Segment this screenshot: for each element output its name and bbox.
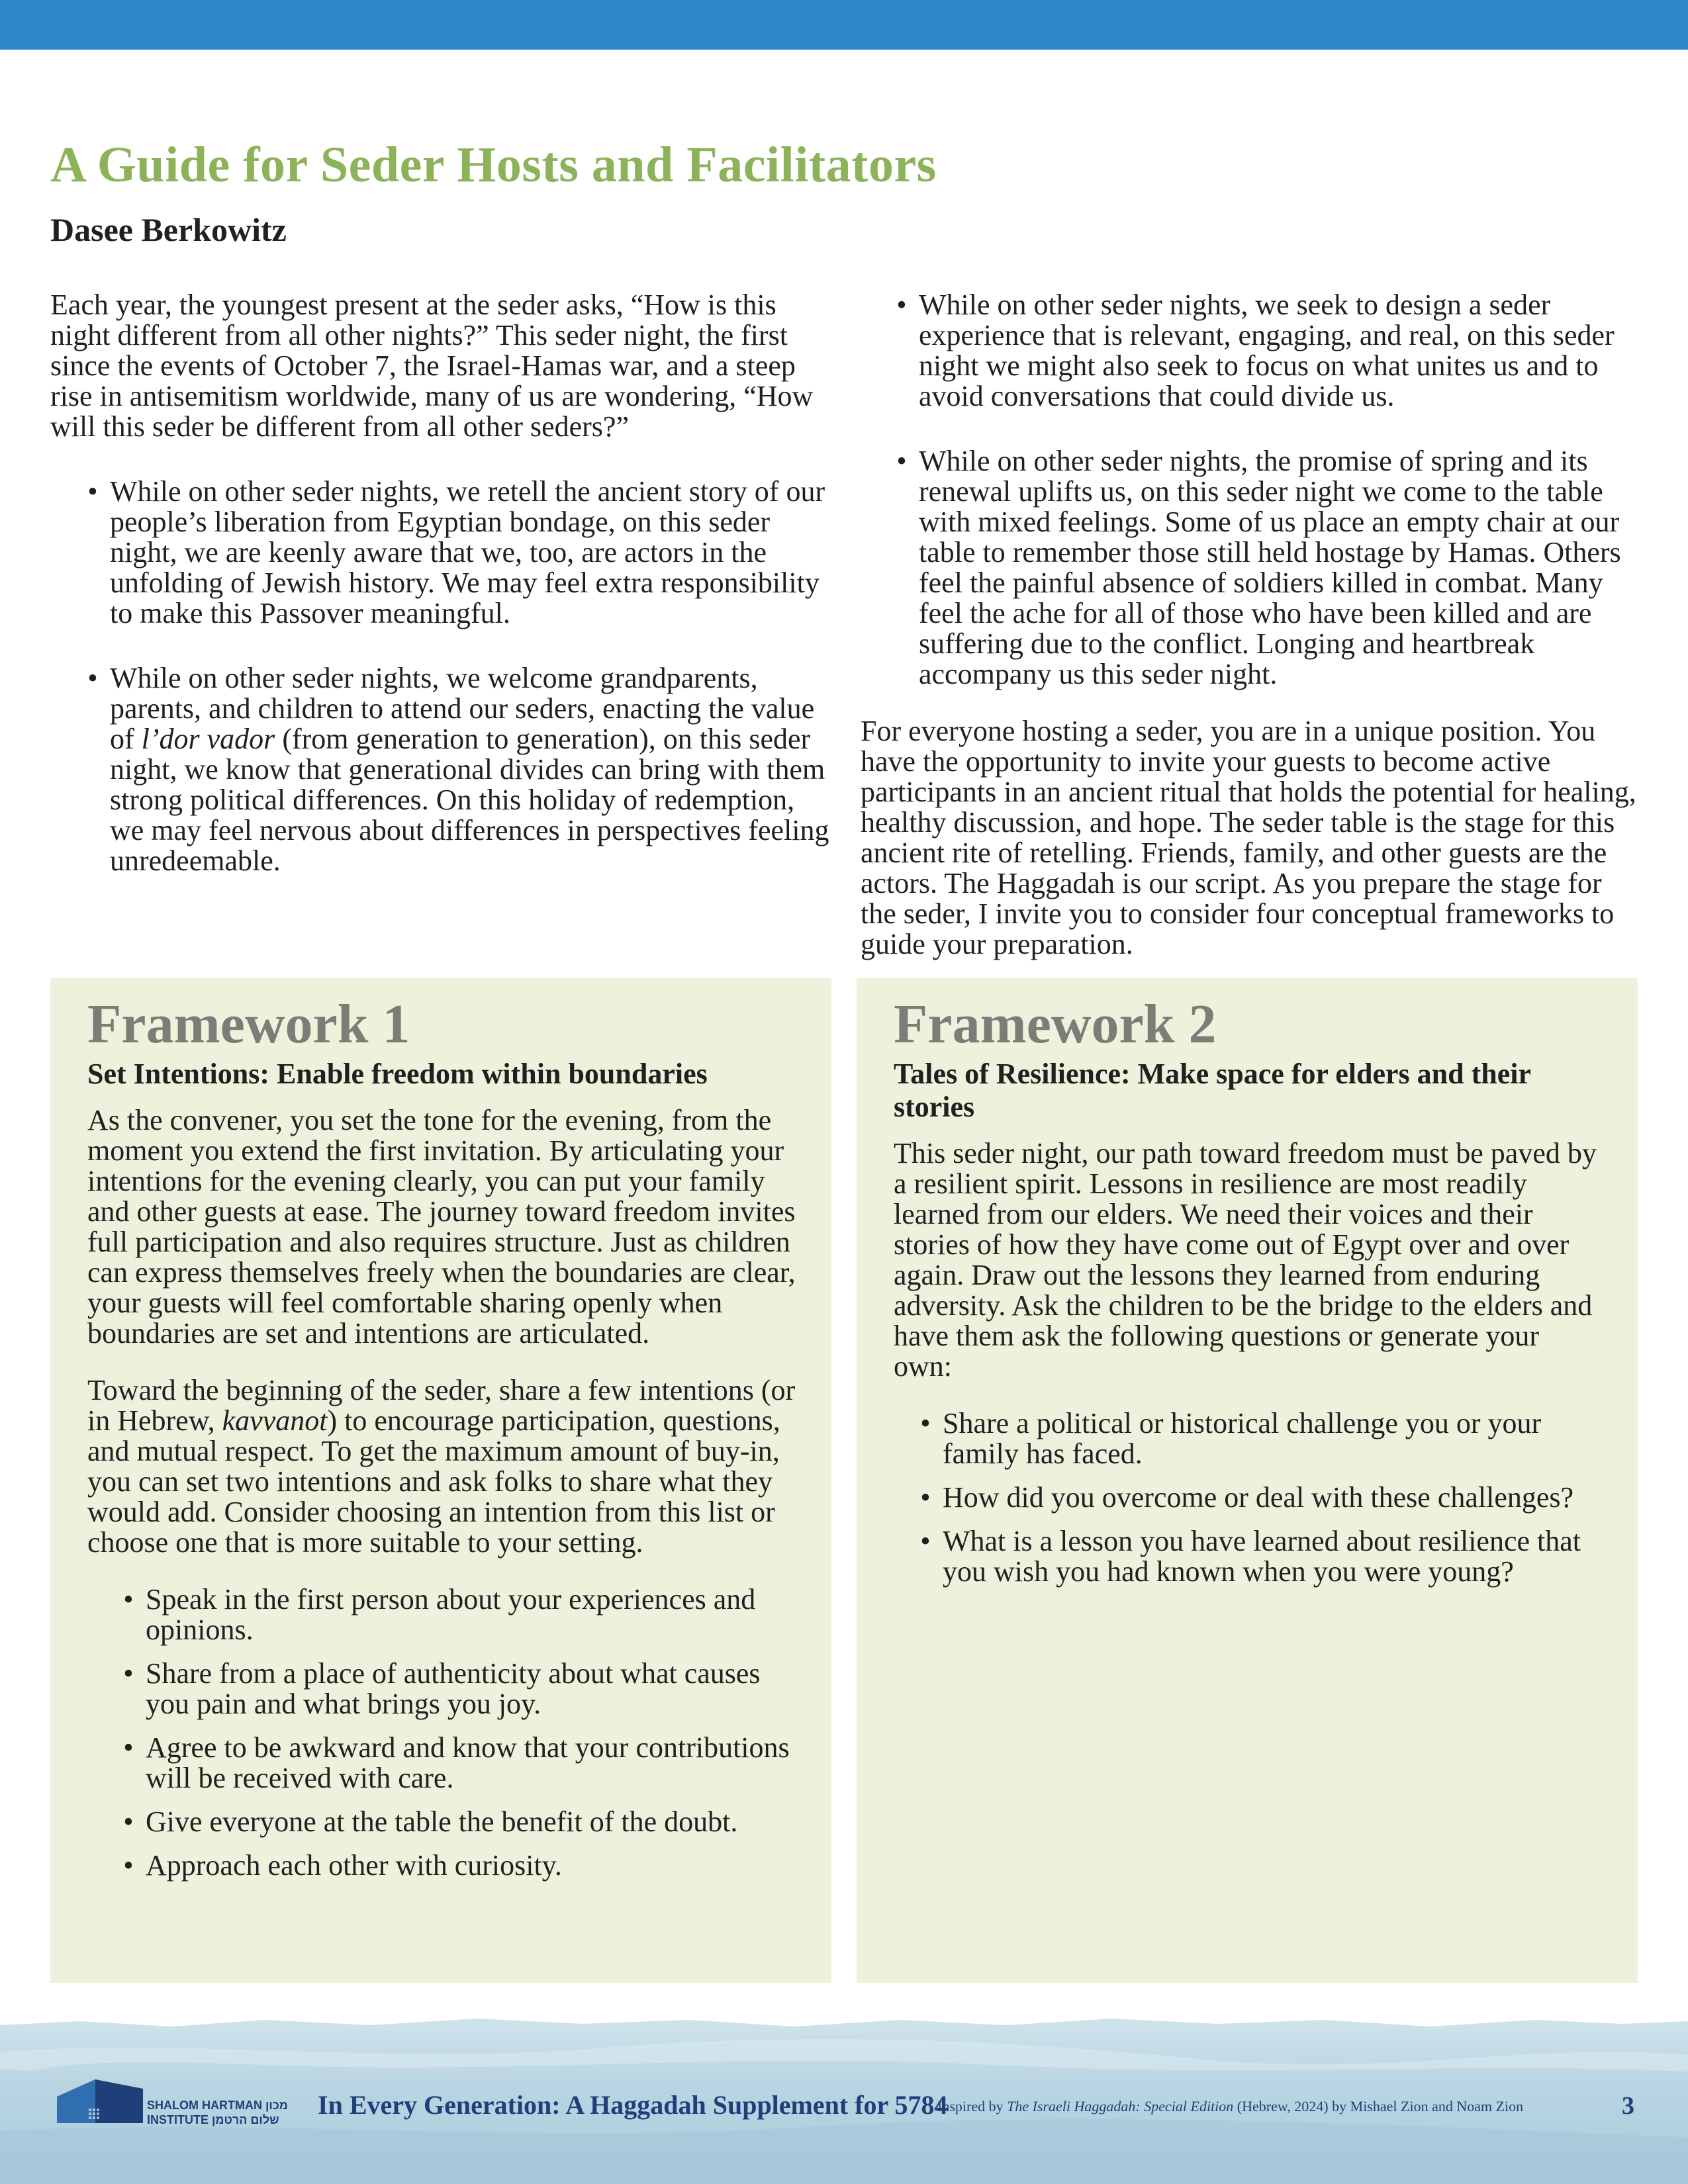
shalom-hartman-logo	[57, 2079, 143, 2126]
paragraph-part: Toward the beginning of the seder, share a few intentions (or in Hebrew,	[87, 1374, 796, 1437]
list-item-text: Agree to be awkward and know that your contributions will be received with care.	[146, 1731, 790, 1794]
bullet-text: While on other seder nights, we seek to design a seder experience that is relevant, engaging, and real, on this seder night we might also seek to focus on what unites us and to avoid conversations that could divide us.	[919, 289, 1615, 412]
intro-paragraph: Each year, the youngest present at the seder asks, “How is this night different from all other nights?” This seder night, the first since the events of October 7, the Israel-Hamas war, and a steep rise in antisemitism worldwide, many of us are wondering, “How will this seder be different from all other seders?”	[50, 289, 814, 443]
list-item	[111, 1584, 798, 1645]
bullet-text-italic: l’dor vador	[141, 723, 275, 755]
bullet-text-part: (from generation to generation), on this seder night, we know that generational divides can bring with them strong political differences. On this holiday of redemption, we may feel nervous about differences in perspectives feeling unredeemable.	[110, 723, 829, 877]
bullet-icon: •	[920, 1481, 931, 1514]
list-item	[111, 1733, 798, 1794]
intentions-list	[87, 1584, 798, 1881]
page-number: 3	[1622, 2092, 1634, 2120]
right-column	[861, 290, 1642, 960]
bullet-icon: •	[87, 475, 98, 508]
bullet-icon: •	[87, 662, 98, 694]
logo-wordmark	[147, 2098, 288, 2127]
top-color-bar	[0, 0, 1688, 50]
source-credit	[937, 2098, 1523, 2115]
list-item	[75, 663, 831, 876]
author-name: Dasee Berkowitz	[50, 211, 287, 248]
framework-2-box	[857, 978, 1638, 1983]
bullet-icon: •	[896, 289, 907, 321]
framework-title: Framework 2	[894, 993, 1217, 1055]
bullet-text: While on other seder nights, the promise of spring and its renewal uplifts us, on this seder night we come to the table with mixed feelings. Some of us place an empty chair at our table to remember those still held hostage by Hamas. Others feel the painful absence of soldiers killed in combat. Many feel the ache for all of those who have been killed and are suffering due to the conflict. Longing and heartbreak accompany us this seder night.	[919, 445, 1621, 690]
credit-part: (Hebrew, 2024) by Mishael Zion and Noam Zion	[1233, 2098, 1524, 2115]
bullet-icon: •	[920, 1407, 931, 1439]
bullet-text	[110, 663, 831, 876]
list-item	[908, 1482, 1605, 1513]
paragraph-part: ) to encourage participation, questions, and mutual respect. To get the maximum amount of buy-in, you can set two intentions and ask folks to share what they would add. Consider choosing an intention from this list or choose one that is more suitable to your setting.	[87, 1404, 780, 1559]
bullet-icon: •	[123, 1731, 134, 1764]
list-item-text: Give everyone at the table the benefit of the doubt.	[146, 1805, 738, 1838]
framework-paragraph	[87, 1375, 798, 1558]
framework-subtitle: Tales of Resilience: Make space for elders and their stories	[894, 1058, 1531, 1123]
left-column	[50, 290, 831, 876]
list-item	[884, 446, 1642, 690]
list-item-text: Share a political or historical challenge you or your family has faced.	[943, 1407, 1542, 1470]
framework-1-box	[50, 978, 831, 1983]
closing-paragraph: For everyone hosting a seder, you are in a unique position. You have the opportunity to invite your guests to become active participants in an ancient ritual that holds the potential for healing, healthy discussion, and hope. The seder table is the stage for this ancient rite of retelling. Friends, family, and other guests are the actors. The Haggadah is our script. As you prepare the stage for the seder, I invite you to consider four conceptual frameworks to guide your preparation.	[861, 715, 1636, 960]
list-item	[908, 1526, 1605, 1587]
bullet-icon: •	[123, 1657, 134, 1690]
list-item	[111, 1659, 798, 1719]
paragraph-italic: kavvanot	[222, 1404, 328, 1437]
credit-part: Inspired by	[937, 2098, 1008, 2115]
list-item	[111, 1850, 798, 1881]
publication-title: In Every Generation: A Haggadah Supplement for 5784	[318, 2090, 948, 2120]
bullet-icon: •	[123, 1805, 134, 1838]
framework-title: Framework 1	[87, 993, 410, 1055]
list-item	[75, 477, 831, 629]
list-item-text: Approach each other with curiosity.	[146, 1849, 562, 1882]
framework-paragraph: This seder night, our path toward freedom must be paved by a resilient spirit. Lessons in resilience are most readily learned from our elders. We need their voices and their stories of how they have come out of Egypt over and over again. Draw out the lessons they learned from enduring adversity. Ask the children to be the bridge to the elders and have them ask the following questions or generate your own:	[894, 1137, 1597, 1383]
bullet-icon: •	[920, 1525, 931, 1557]
questions-list	[894, 1408, 1605, 1587]
list-item	[884, 290, 1642, 412]
logo-line: SHALOM HARTMAN מכון	[147, 2099, 288, 2112]
bullet-text: While on other seder nights, we retell the ancient story of our people’s liberation from Egyptian bondage, on this seder night, we are keenly aware that we, too, are actors in the unfolding of Jewish history. We may feel extra responsibility to make this Passover meaningful.	[110, 475, 825, 629]
framework-subtitle: Set Intentions: Enable freedom within boundaries	[87, 1058, 708, 1090]
list-item-text: Speak in the first person about your experiences and opinions.	[146, 1583, 756, 1646]
list-item	[908, 1408, 1605, 1469]
list-item	[111, 1807, 798, 1837]
framework-paragraph: As the convener, you set the tone for the evening, from the moment you extend the first invitation. By articulating your intentions for the evening clearly, you can put your family and other guests at ease. The journey toward freedom invites full participation and also requires structure. Just as children can express themselves freely when the boundaries are clear, your guests will feel comfortable sharing openly when boundaries are set and intentions are articulated.	[87, 1104, 796, 1349]
bullet-icon: •	[123, 1583, 134, 1615]
list-item-text: Share from a place of authenticity about what causes you pain and what brings you joy.	[146, 1657, 761, 1720]
logo-line: INSTITUTE שלום הרטמן	[147, 2113, 279, 2126]
page-title: A Guide for Seder Hosts and Facilitators	[50, 137, 937, 193]
bullet-icon: •	[123, 1849, 134, 1882]
bullet-icon: •	[896, 445, 907, 477]
list-item-text: How did you overcome or deal with these challenges?	[943, 1481, 1574, 1514]
credit-italic: The Israeli Haggadah: Special Edition	[1007, 2098, 1234, 2115]
list-item-text: What is a lesson you have learned about resilience that you wish you had known when you were young?	[943, 1525, 1581, 1588]
bullet-text-part: While on other seder nights, we welcome grandparents, parents, and children to attend our seders, enacting the value of	[110, 662, 815, 755]
